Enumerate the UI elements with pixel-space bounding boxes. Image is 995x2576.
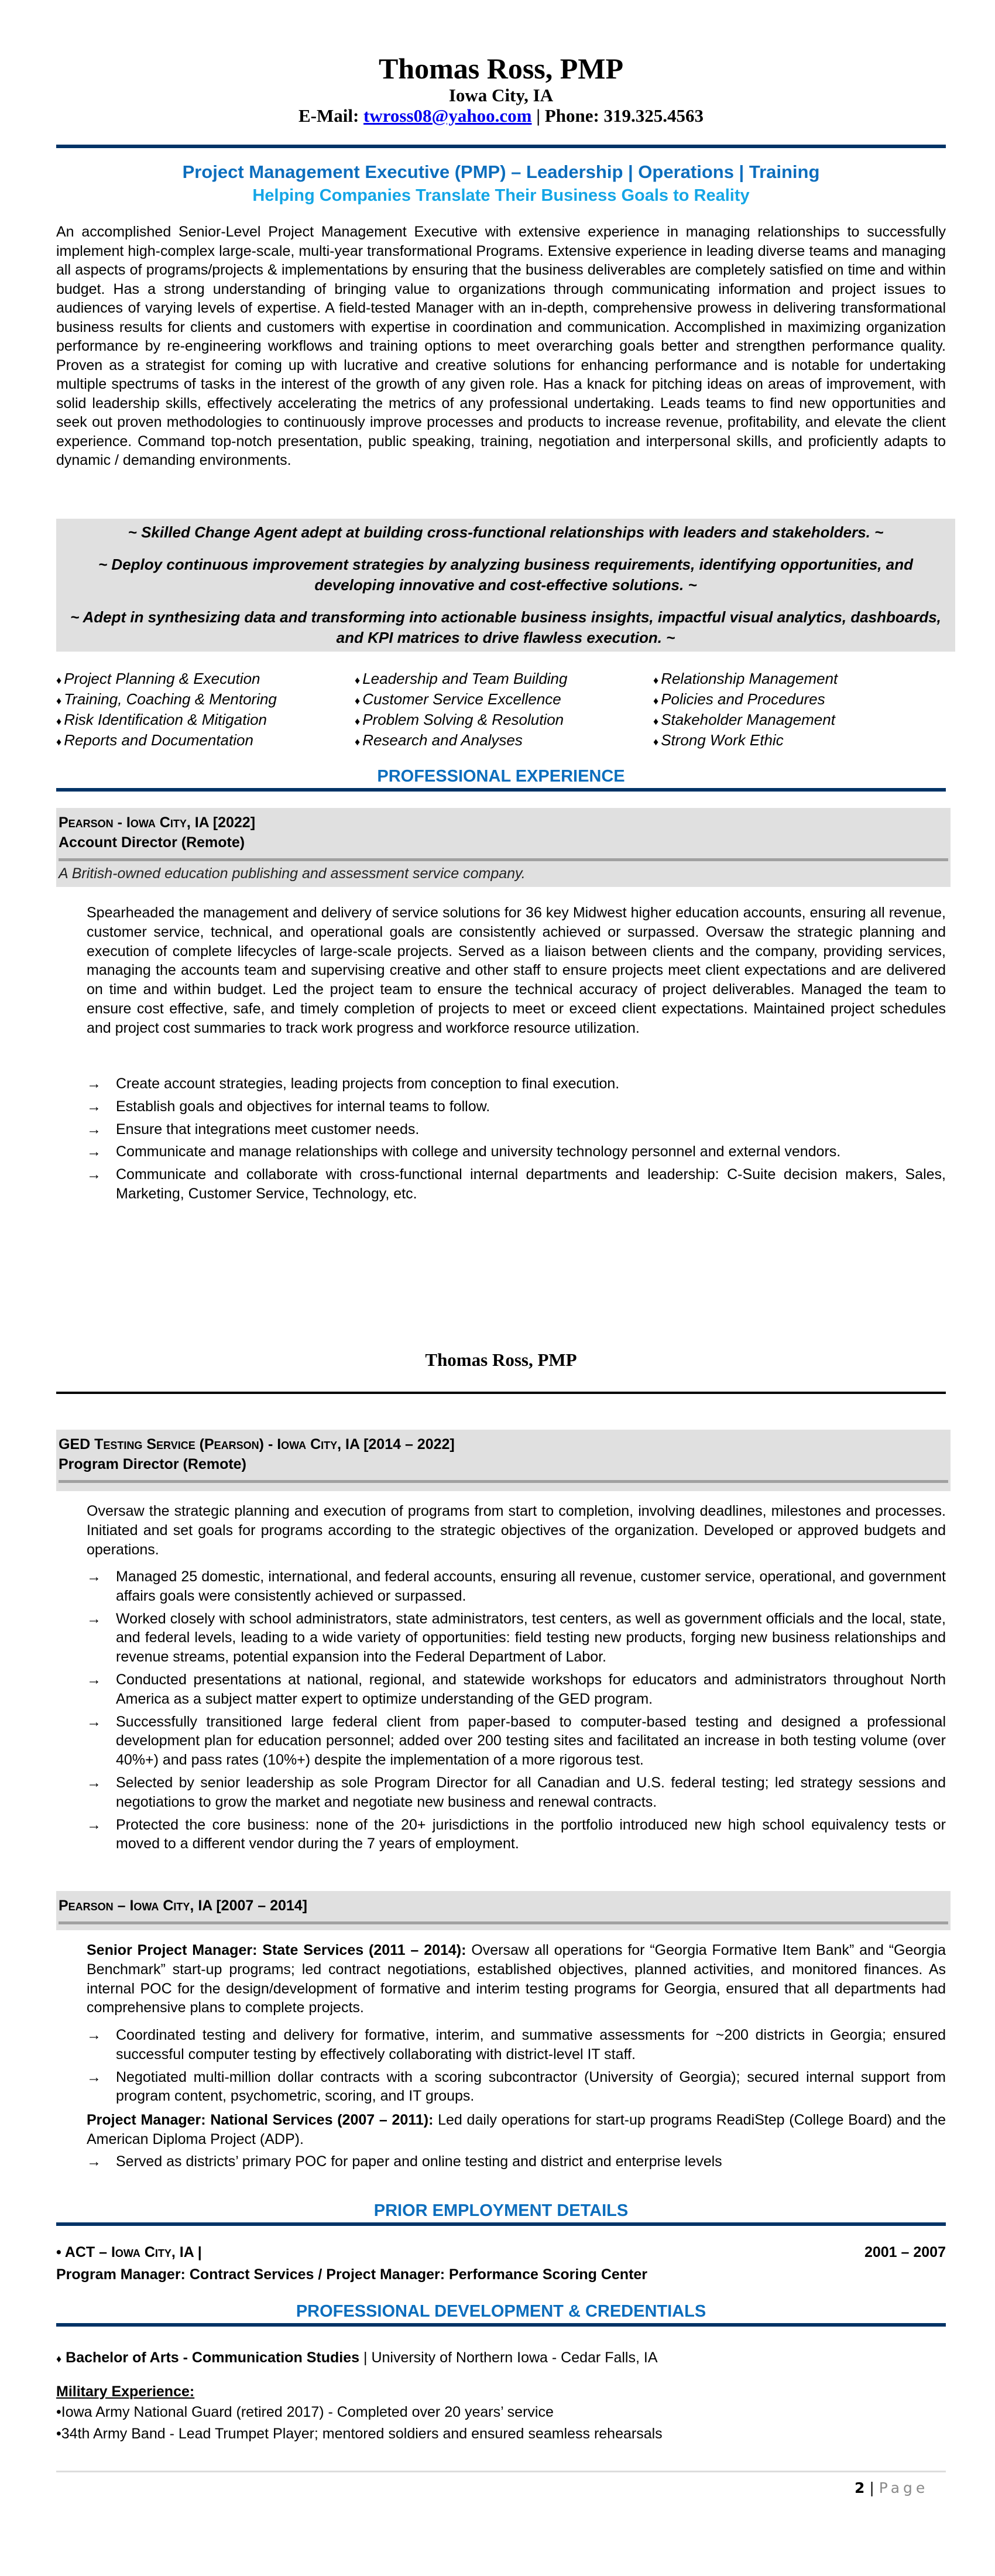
skill-item: ♦ Reports and Documentation [56, 731, 253, 749]
skill-item: ♦ Strong Work Ethic [653, 731, 784, 749]
role-text: Oversaw all operations for “Georgia Formative Item Bank” and “Georgia Benchmark” start-up programs; led contract negotiations, established objectives, planned activities, and monitored finances. As internal POC for the design/development of formative and interim testing programs for Georgia, ensured that all departments had comprehensive plans to complete projects. [87, 1942, 946, 2016]
list-item: → Create account strategies, leading projects from conception to final execution. [87, 1074, 946, 1094]
diamond-bullet-icon: ♦ [653, 736, 659, 748]
role-bullets [56, 2152, 946, 2175]
section-title-experience: PROFESSIONAL EXPERIENCE [377, 767, 625, 786]
footer-divider [56, 2471, 946, 2472]
skill-item: ♦ Training, Coaching & Mentoring [56, 690, 277, 708]
list-item: → Worked closely with school administrators, state administrators, test centers, as well as government officials and the local, state, and federal levels, leading to a wide variety of opportunities: field testing new products, forging new business relationships and revenue streams, potential expansion into the Federal Department of Labor. [87, 1609, 946, 1667]
list-item: → Establish goals and objectives for internal teams to follow. [87, 1097, 946, 1116]
list-item: → Coordinated testing and delivery for formative, interim, and summative assessments for ~200 districts in Georgia; ensured successful computer testing by effectively collaborating with district-level IT staff. [87, 2026, 946, 2064]
highlights-band [56, 519, 955, 652]
list-item: → Communicate and manage relationships with college and university technology personnel and external vendors. [87, 1142, 946, 1162]
list-item: → Ensure that integrations meet customer needs. [87, 1120, 946, 1139]
job-summary: Spearheaded the management and delivery of service solutions for 36 key Midwest higher education accounts, ensuring all revenue, customer service, technical, and operational goals are consistently achieved or surpassed. Oversaw the strategic planning and execution of complete lifecycles of large-scale projects. Served as a liaison between clients and the company, providing services, managing the accounts team and supervising creative and other staff to ensure projects meet client expectations and are delivered on time and within budget. Led the project team to ensure the technical accuracy of project deliverables. Managed the team to ensure cost effective, safe, and timely completion of projects to meet or exceed client expectations. Maintained project schedules and project cost summaries to track work progress and workforce resource utilization. [87, 905, 946, 1036]
list-item: → Conducted presentations at national, regional, and statewide workshops for educators and administrators throughout North America as a subject matter expert to optimize understanding of the GED program. [87, 1670, 946, 1709]
section-divider [56, 2323, 946, 2327]
military-heading: Military Experience: [56, 2383, 195, 2400]
job-company: Pearson - Iowa City, IA [2022] [59, 814, 256, 831]
military-item: •34th Army Band - Lead Trumpet Player; mentored soldiers and ensured seamless rehearsals [56, 2426, 663, 2442]
job-title: Account Director (Remote) [59, 834, 245, 851]
highlight-item: ~ Skilled Change Agent adept at building cross-functional relationships with leaders and stakeholders. ~ [128, 523, 884, 541]
job-bullets [56, 1074, 946, 1207]
education-item: ♦ Bachelor of Arts - Communication Studies | University of Northern Iowa - Cedar Falls, IA [56, 2349, 658, 2366]
diamond-bullet-icon: ♦ [56, 674, 62, 686]
company-description: A British-owned education publishing and assessment service company. [59, 865, 526, 882]
highlight-item: ~ Adept in synthesizing data and transforming into actionable business insights, impactful visual analytics, dashboards, and KPI matrices to drive flawless execution. ~ [70, 608, 941, 646]
role-senior-pm [56, 1941, 946, 2017]
degree: Bachelor of Arts - Communication Studies [66, 2349, 360, 2366]
job-header [56, 808, 951, 887]
contact-line [56, 105, 946, 126]
job-divider [59, 858, 948, 861]
list-item: → Selected by senior leadership as sole Program Director for all Canadian and U.S. federal testing; led strategy sessions and negotiations to grow the market and negotiate new business and renewal contracts. [87, 1773, 946, 1812]
section-divider [56, 2222, 946, 2226]
prior-employment-row [56, 2241, 958, 2263]
diamond-bullet-icon: ♦ [653, 715, 659, 727]
skill-item: ♦ Customer Service Excellence [355, 690, 561, 708]
candidate-name: Thomas Ross, PMP [378, 52, 624, 85]
professional-summary: An accomplished Senior-Level Project Management Executive with extensive experience in managing relationships to successfully implement high-complex large-scale, multi-year transformational Programs. Extensive experience in leading diverse teams and managing all aspects of programs/projects & implementations by ensuring that the business deliverables are completely satisfied on time and within budget. Has a strong understanding of bringing value to organizations through communicating information and project issues to audiences of varying levels of expertise. A field-tested Manager with an in-depth, comprehensive prowess in delivering transformational business results for clients and customers with expertise in coordination and communication. Accomplished in maximizing organization performance by re-engineering workflows and training options to meet overarching goals better and strengthen performance quality. Proven as a strategist for coming up with lucrative and creative solutions for enhancing performance and is notable for undertaking multiple spectrums of tasks in the interest of the growth of any given role. Has a knack for pitching ideas on areas of improvement, with solid leadership skills, effectively accelerating the metrics of any professional undertaking. Leads teams to find new opportunities and seek out proven methodologies to continuously improve processes and products to increase revenue, profitability, and elevate the client experience. Command top-notch presentation, public speaking, training, negotiation and interpersonal skills, and proficiently adapts to dynamic / demanding environments. [56, 224, 946, 468]
job-company: Pearson – Iowa City, IA [2007 – 2014] [59, 1897, 308, 1914]
skill-item: ♦ Relationship Management [653, 670, 838, 687]
diamond-bullet-icon: ♦ [355, 695, 361, 707]
phone-label: Phone: [544, 105, 599, 126]
skill-item: ♦ Project Planning & Execution [56, 670, 260, 687]
list-item: → Managed 25 domestic, international, and federal accounts, ensuring all revenue, customer service, operational, and government affairs goals were consistently achieved or surpassed. [87, 1567, 946, 1606]
list-item: → Served as districts’ primary POC for paper and online testing and district and enterprise levels [87, 2152, 946, 2171]
job-title: Program Director (Remote) [59, 1456, 246, 1472]
list-item: → Protected the core business: none of the 20+ jurisdictions in the portfolio introduced new high school equivalency tests or moved to a different vendor during the 7 years of employment. [87, 1815, 946, 1854]
list-item: → Negotiated multi-million dollar contracts with a scoring subcontractor (University of Georgia); secured internal support from program content, psychometric, scoring, and IT groups. [87, 2068, 946, 2106]
diamond-bullet-icon: ♦ [355, 674, 361, 686]
diamond-bullet-icon: ♦ [56, 736, 62, 748]
prior-company: • ACT – Iowa City, IA | [56, 2244, 202, 2260]
section-title-prior: PRIOR EMPLOYMENT DETAILS [373, 2201, 629, 2220]
headline: Project Management Executive (PMP) – Leadership | Operations | Training [182, 162, 820, 182]
skill-item: ♦ Leadership and Team Building [355, 670, 568, 687]
diamond-bullet-icon: ♦ [653, 695, 659, 707]
prior-title: Program Manager: Contract Services / Project Manager: Performance Scoring Center [56, 2266, 648, 2283]
school: University of Northern Iowa - Cedar Falls, IA [371, 2349, 658, 2366]
military-item: •Iowa Army National Guard (retired 2017) - Completed over 20 years’ service [56, 2404, 554, 2420]
skill-item: ♦ Problem Solving & Resolution [355, 711, 564, 728]
job-header [56, 1430, 951, 1491]
diamond-bullet-icon: ♦ [56, 695, 62, 707]
diamond-bullet-icon: ♦ [355, 736, 361, 748]
page-number: 2 | Page [855, 2479, 929, 2496]
list-item: → Communicate and collaborate with cross-functional internal departments and leadership: C-Suite decision makers, Sales, Marketing, Customer Service, Technology, etc. [87, 1165, 946, 1204]
list-item: → Successfully transitioned large federal client from paper-based to computer-based testing and designed a professional development plan for education personnel; added over 200 testing sites and facilitated an increase in both testing volume (over 40%+) and pass rates (10%+) despite the implementation of a more rigorous test. [87, 1712, 946, 1770]
job-header [56, 1891, 951, 1930]
resume-header [56, 52, 946, 126]
skill-item: ♦ Risk Identification & Mitigation [56, 711, 267, 728]
diamond-bullet-icon: ♦ [653, 674, 659, 686]
prior-dates: 2001 – 2007 [864, 2244, 946, 2260]
page2-divider [56, 1392, 946, 1394]
job-bullets [56, 1567, 946, 1857]
role-heading: Project Manager: National Services (2007 – 2011): [87, 2112, 434, 2128]
candidate-location: Iowa City, IA [448, 85, 554, 105]
section-title-credentials: PROFESSIONAL DEVELOPMENT & CREDENTIALS [296, 2302, 706, 2321]
diamond-bullet-icon: ♦ [56, 2353, 62, 2365]
diamond-bullet-icon: ♦ [56, 715, 62, 727]
contact-separator: | [536, 105, 541, 126]
role-bullets [56, 2026, 946, 2109]
job-summary: Oversaw the strategic planning and execution of programs from start to completion, involving deadlines, milestones and processes. Initiated and set goals for programs according to the strategic objectives of the organization. Developed or approved budgets and operations. [87, 1503, 946, 1558]
skill-item: ♦ Stakeholder Management [653, 711, 835, 728]
role-pm-national [56, 2111, 946, 2149]
core-skills-grid [56, 669, 946, 751]
job-company: GED Testing Service (Pearson) - Iowa City, IA [2014 – 2022] [59, 1436, 455, 1453]
section-divider [56, 788, 946, 792]
job-divider [59, 1480, 948, 1483]
diamond-bullet-icon: ♦ [355, 715, 361, 727]
skill-item: ♦ Policies and Procedures [653, 690, 825, 708]
phone-number: 319.325.4563 [603, 105, 704, 126]
header-divider [56, 145, 946, 148]
email-link[interactable]: twross08@yahoo.com [363, 105, 532, 126]
email-label: E-Mail: [298, 105, 359, 126]
job-divider [59, 1921, 948, 1924]
role-heading: Senior Project Manager: State Services (2011 – 2014): [87, 1942, 466, 1958]
role-text: Led daily operations for start-up programs ReadiStep (College Board) and the American Diploma Project (ADP). [87, 2112, 946, 2147]
tagline: Helping Companies Translate Their Business Goals to Reality [252, 186, 750, 205]
skill-item: ♦ Research and Analyses [355, 731, 523, 749]
highlight-item: ~ Deploy continuous improvement strategies by analyzing business requirements, identifying opportunities, and developing innovative and cost-effective solutions. ~ [98, 556, 913, 594]
page2-running-header: Thomas Ross, PMP [425, 1349, 577, 1370]
